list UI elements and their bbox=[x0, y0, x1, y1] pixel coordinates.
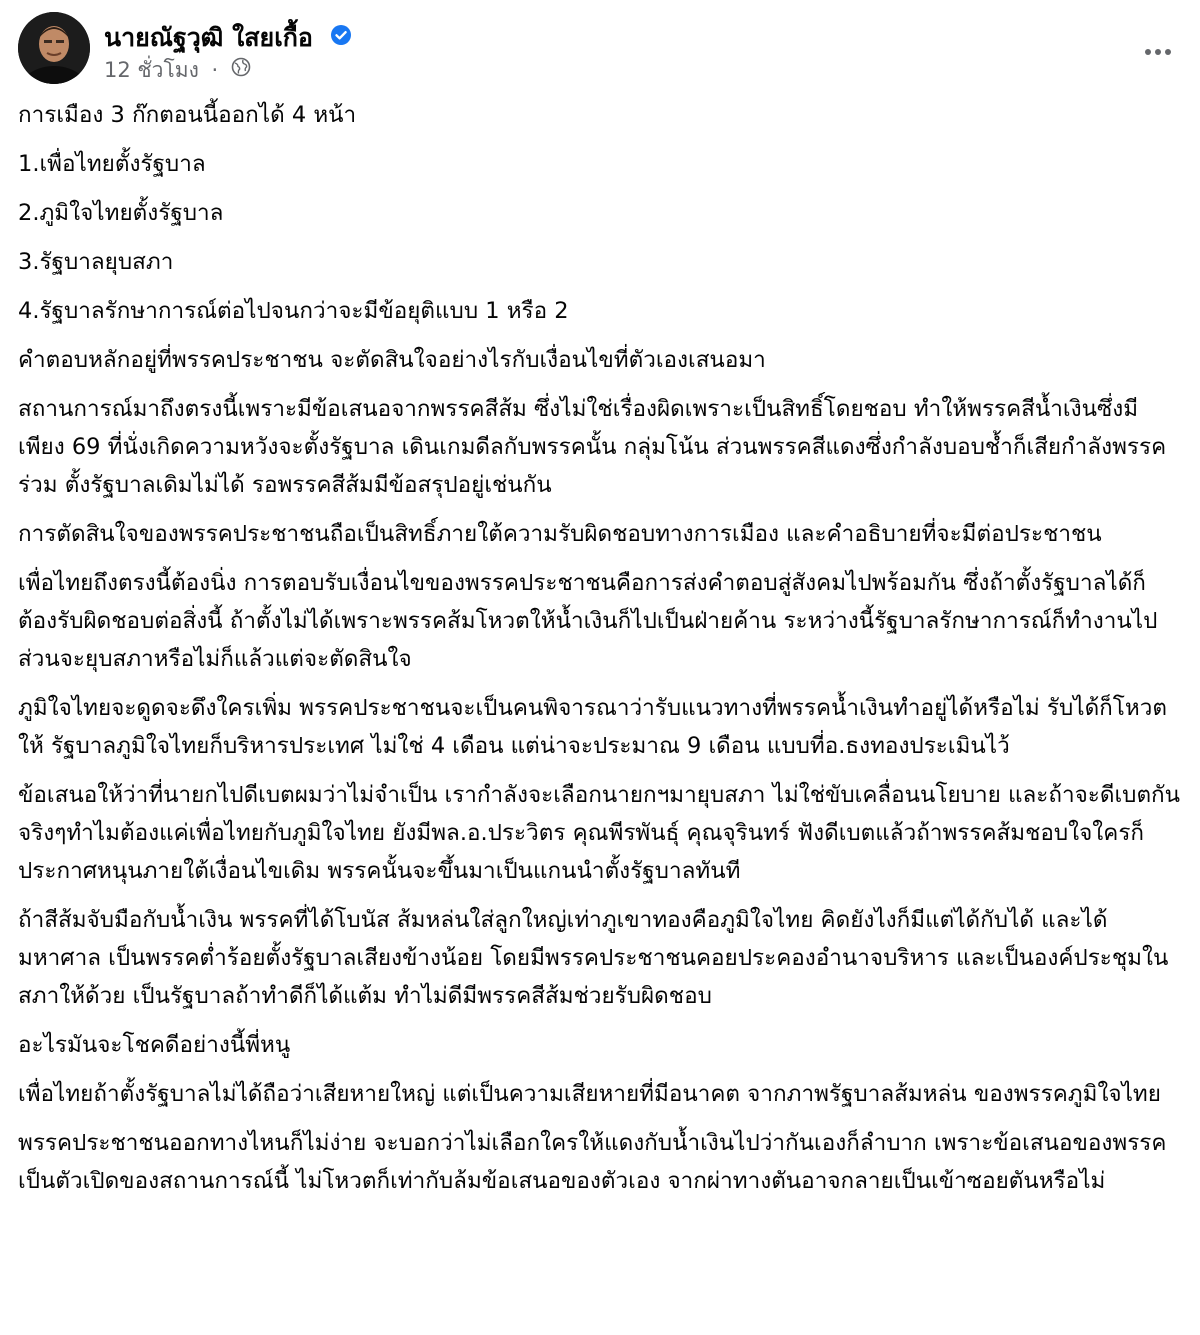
verified-badge-icon bbox=[330, 23, 352, 52]
post-paragraph: ภูมิใจไทยจะดูดจะดึงใครเพิ่ม พรรคประชาชนจะเป็นคนพิจารณาว่ารับแนวทางที่พรรคน้ำเงินทำอยู่ได้หรือไม่ รับได้ก็โหวตให้ รัฐบาลภูมิใจไทยก็บริหารประเทศ ไม่ใช่ 4 เดือน แต่น่าจะประมาณ 9 เดือน แบบที่อ.ธงทองประเมินไว้ bbox=[18, 695, 1167, 759]
avatar-photo-icon bbox=[18, 12, 90, 84]
post-paragraph: 2.ภูมิใจไทยตั้งรัฐบาล bbox=[18, 200, 224, 226]
post-paragraph: ข้อเสนอให้ว่าที่นายกไปดีเบตผมว่าไม่จำเป็น เรากำลังจะเลือกนายกฯมายุบสภา ไม่ใช่ขับเคลื่อนนโยบาย และถ้าจะดีเบตกันจริงๆทำไมต้องแค่เพื่อไทยกับภูมิใจไทย ยังมีพล.อ.ประวิตร คุณพีรพันธุ์ คุณจุรินทร์ ฟังดีเบตแล้วถ้าพรรคส้มชอบใจใครก็ประกาศหนุนภายใต้เงื่อนไขเดิม พรรคนั้นจะขึ้นมาเป็นแกนนำตั้งรัฐบาลทันที bbox=[18, 782, 1181, 884]
post-paragraph: อะไรมันจะโชคดีอย่างนี้พี่หนู bbox=[18, 1032, 291, 1058]
more-options-icon[interactable] bbox=[1138, 32, 1178, 72]
post-paragraph: สถานการณ์มาถึงตรงนี้เพราะมีข้อเสนอจากพรรคสีส้ม ซึ่งไม่ใช่เรื่องผิดเพราะเป็นสิทธิ์โดยชอบ ทำให้พรรคสีน้ำเงินซึ่งมีเพียง 69 ที่นั่งเกิดความหวังจะตั้งรัฐบาล เดินเกมดีลกับพรรคนั้น กลุ่มโน้น ส่วนพรรคสีแดงซึ่งกำลังบอบช้ำก็เสียกำลังพรรคร่วม ตั้งรัฐบาลเดิมไม่ได้ รอพรรคสีส้มมีข้อสรุปอยู่เช่นกัน bbox=[18, 396, 1167, 498]
meta-separator: · bbox=[211, 58, 219, 82]
post-paragraph: 1.เพื่อไทยตั้งรัฐบาล bbox=[18, 151, 206, 177]
post-paragraph: 3.รัฐบาลยุบสภา bbox=[18, 249, 174, 275]
post-paragraph: คำตอบหลักอยู่ที่พรรคประชาชน จะตัดสินใจอย่างไรกับเงื่อนไขที่ตัวเองเสนอมา bbox=[18, 347, 766, 373]
globe-icon[interactable] bbox=[231, 57, 251, 82]
post-paragraph: เพื่อไทยถึงตรงนี้ต้องนิ่ง การตอบรับเงื่อนไขของพรรคประชาชนคือการส่งคำตอบสู่สังคมไปพร้อมกัน ซึ่งถ้าตั้งรัฐบาลได้ก็ต้องรับผิดชอบต่อสิ่งนี้ ถ้าตั้งไม่ได้เพราะพรรคส้มโหวตให้น้ำเงินก็ไปเป็นฝ่ายค้าน ระหว่างนี้รัฐบาลรักษาการณ์ก็ทำงานไป ส่วนจะยุบสภาหรือไม่ก็แล้วแต่จะตัดสินใจ bbox=[18, 570, 1158, 672]
author-name[interactable]: นายณัฐวุฒิ ใสยเกื้อ bbox=[104, 23, 313, 52]
post-paragraph: 4.รัฐบาลรักษาการณ์ต่อไปจนกว่าจะมีข้อยุติแบบ 1 หรือ 2 bbox=[18, 298, 569, 324]
post-paragraph: การเมือง 3 ก๊กตอนนี้ออกได้ 4 หน้า bbox=[18, 102, 357, 128]
post-timestamp[interactable]: 12 ชั่วโมง bbox=[104, 58, 199, 82]
post-paragraph: การตัดสินใจของพรรคประชาชนถือเป็นสิทธิ์ภายใต้ความรับผิดชอบทางการเมือง และคำอธิบายที่จะมีต่อประชาชน bbox=[18, 521, 1102, 547]
author-name-row bbox=[104, 18, 352, 58]
post-meta bbox=[104, 54, 251, 87]
avatar[interactable] bbox=[18, 12, 90, 84]
post-body bbox=[18, 96, 1184, 1211]
post-paragraph: ถ้าสีส้มจับมือกับน้ำเงิน พรรคที่ได้โบนัส ส้มหล่นใส่ลูกใหญ่เท่าภูเขาทองคือภูมิใจไทย คิดยังไงก็มีแต่ได้กับได้ และได้มหาศาล เป็นพรรคต่ำร้อยตั้งรัฐบาลเสียงข้างน้อย โดยมีพรรคประชาชนคอยประคองอำนาจบริหาร และเป็นองค์ประชุมในสภาให้ด้วย เป็นรัฐบาลถ้าทำดีก็ได้แต้ม ทำไม่ดีมีพรรคสีส้มช่วยรับผิดชอบ bbox=[18, 907, 1169, 1009]
post-header bbox=[18, 12, 1182, 88]
post-paragraph: พรรคประชาชนออกทางไหนก็ไม่ง่าย จะบอกว่าไม่เลือกใครให้แดงกับน้ำเงินไปว่ากันเองก็ลำบาก เพราะข้อเสนอของพรรคเป็นตัวเปิดของสถานการณ์นี้ ไม่โหวตก็เท่ากับล้มข้อเสนอของตัวเอง จากผ่าทางตันอาจกลายเป็นเข้าซอยตันหรือไม่ bbox=[18, 1130, 1167, 1194]
post-paragraph: เพื่อไทยถ้าตั้งรัฐบาลไม่ได้ถือว่าเสียหายใหญ่ แต่เป็นความเสียหายที่มีอนาคต จากภาพรัฐบาลส้มหล่น ของพรรคภูมิใจไทย bbox=[18, 1081, 1161, 1107]
